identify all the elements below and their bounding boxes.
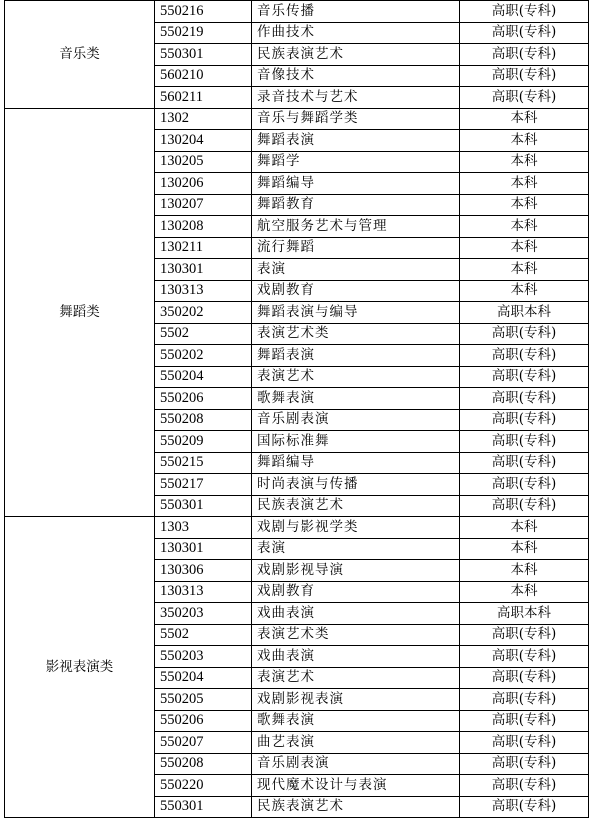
name-cell: 录音技术与艺术: [252, 87, 460, 109]
level-cell: 高职(专科): [460, 323, 589, 345]
code-cell: 130301: [155, 259, 252, 281]
code-cell: 550205: [155, 689, 252, 711]
name-cell: 表演艺术: [252, 366, 460, 388]
code-cell: 550202: [155, 345, 252, 367]
level-cell: 高职(专科): [460, 87, 589, 109]
code-cell: 130205: [155, 151, 252, 173]
level-cell: 本科: [460, 538, 589, 560]
name-cell: 戏曲表演: [252, 646, 460, 668]
level-cell: 高职(专科): [460, 388, 589, 410]
level-cell: 高职(专科): [460, 366, 589, 388]
table-row: [5, 108, 589, 130]
level-cell: 高职(专科): [460, 495, 589, 517]
level-cell: 高职(专科): [460, 732, 589, 754]
name-cell: 曲艺表演: [252, 732, 460, 754]
code-cell: 550219: [155, 22, 252, 44]
level-cell: 高职(专科): [460, 44, 589, 66]
major-table-container: [4, 0, 589, 818]
code-cell: 560210: [155, 65, 252, 87]
level-cell: 本科: [460, 130, 589, 152]
code-cell: 130204: [155, 130, 252, 152]
code-cell: 550208: [155, 753, 252, 775]
name-cell: 舞蹈教育: [252, 194, 460, 216]
name-cell: 舞蹈表演: [252, 345, 460, 367]
code-cell: 550215: [155, 452, 252, 474]
level-cell: 高职(专科): [460, 689, 589, 711]
code-cell: 130211: [155, 237, 252, 259]
code-cell: 550301: [155, 44, 252, 66]
code-cell: 550206: [155, 710, 252, 732]
name-cell: 音乐剧表演: [252, 753, 460, 775]
code-cell: 130301: [155, 538, 252, 560]
name-cell: 现代魔术设计与表演: [252, 775, 460, 797]
name-cell: 民族表演艺术: [252, 44, 460, 66]
level-cell: 本科: [460, 517, 589, 539]
level-cell: 本科: [460, 108, 589, 130]
table-row: [5, 517, 589, 539]
code-cell: 130206: [155, 173, 252, 195]
code-cell: 550208: [155, 409, 252, 431]
name-cell: 民族表演艺术: [252, 495, 460, 517]
name-cell: 音乐与舞蹈学类: [252, 108, 460, 130]
name-cell: 歌舞表演: [252, 710, 460, 732]
name-cell: 舞蹈学: [252, 151, 460, 173]
name-cell: 戏曲表演: [252, 603, 460, 625]
name-cell: 舞蹈编导: [252, 173, 460, 195]
level-cell: 高职本科: [460, 302, 589, 324]
code-cell: 130207: [155, 194, 252, 216]
level-cell: 高职(专科): [460, 1, 589, 23]
major-table-body: [5, 1, 589, 818]
level-cell: 高职(专科): [460, 796, 589, 818]
level-cell: 高职(专科): [460, 646, 589, 668]
name-cell: 音乐剧表演: [252, 409, 460, 431]
table-row: [5, 1, 589, 23]
code-cell: 350202: [155, 302, 252, 324]
level-cell: 高职(专科): [460, 753, 589, 775]
code-cell: 130313: [155, 581, 252, 603]
code-cell: 130208: [155, 216, 252, 238]
code-cell: 130306: [155, 560, 252, 582]
level-cell: 高职本科: [460, 603, 589, 625]
level-cell: 本科: [460, 194, 589, 216]
name-cell: 舞蹈表演: [252, 130, 460, 152]
level-cell: 本科: [460, 560, 589, 582]
level-cell: 本科: [460, 237, 589, 259]
level-cell: 高职(专科): [460, 474, 589, 496]
level-cell: 高职(专科): [460, 22, 589, 44]
name-cell: 歌舞表演: [252, 388, 460, 410]
name-cell: 作曲技术: [252, 22, 460, 44]
name-cell: 民族表演艺术: [252, 796, 460, 818]
name-cell: 戏剧影视表演: [252, 689, 460, 711]
level-cell: 高职(专科): [460, 624, 589, 646]
name-cell: 表演艺术类: [252, 624, 460, 646]
name-cell: 戏剧教育: [252, 581, 460, 603]
major-table: [4, 0, 589, 818]
name-cell: 舞蹈编导: [252, 452, 460, 474]
code-cell: 550207: [155, 732, 252, 754]
code-cell: 550220: [155, 775, 252, 797]
level-cell: 本科: [460, 581, 589, 603]
level-cell: 本科: [460, 259, 589, 281]
code-cell: 550204: [155, 667, 252, 689]
name-cell: 音乐传播: [252, 1, 460, 23]
name-cell: 表演: [252, 259, 460, 281]
category-cell: 舞蹈类: [5, 108, 155, 517]
code-cell: 1302: [155, 108, 252, 130]
code-cell: 550206: [155, 388, 252, 410]
name-cell: 戏剧与影视学类: [252, 517, 460, 539]
category-cell: 影视表演类: [5, 517, 155, 818]
name-cell: 戏剧教育: [252, 280, 460, 302]
code-cell: 550217: [155, 474, 252, 496]
level-cell: 本科: [460, 173, 589, 195]
name-cell: 戏剧影视导演: [252, 560, 460, 582]
name-cell: 表演艺术: [252, 667, 460, 689]
name-cell: 航空服务艺术与管理: [252, 216, 460, 238]
level-cell: 高职(专科): [460, 65, 589, 87]
code-cell: 550301: [155, 495, 252, 517]
level-cell: 本科: [460, 280, 589, 302]
level-cell: 高职(专科): [460, 452, 589, 474]
name-cell: 流行舞蹈: [252, 237, 460, 259]
name-cell: 时尚表演与传播: [252, 474, 460, 496]
code-cell: 550204: [155, 366, 252, 388]
code-cell: 550209: [155, 431, 252, 453]
code-cell: 130313: [155, 280, 252, 302]
code-cell: 550301: [155, 796, 252, 818]
level-cell: 高职(专科): [460, 431, 589, 453]
name-cell: 表演: [252, 538, 460, 560]
code-cell: 5502: [155, 323, 252, 345]
name-cell: 舞蹈表演与编导: [252, 302, 460, 324]
category-cell: 音乐类: [5, 1, 155, 109]
level-cell: 高职(专科): [460, 710, 589, 732]
code-cell: 560211: [155, 87, 252, 109]
code-cell: 350203: [155, 603, 252, 625]
name-cell: 表演艺术类: [252, 323, 460, 345]
level-cell: 高职(专科): [460, 667, 589, 689]
code-cell: 550216: [155, 1, 252, 23]
level-cell: 本科: [460, 216, 589, 238]
code-cell: 1303: [155, 517, 252, 539]
level-cell: 高职(专科): [460, 409, 589, 431]
level-cell: 高职(专科): [460, 775, 589, 797]
code-cell: 550203: [155, 646, 252, 668]
level-cell: 高职(专科): [460, 345, 589, 367]
name-cell: 音像技术: [252, 65, 460, 87]
code-cell: 5502: [155, 624, 252, 646]
level-cell: 本科: [460, 151, 589, 173]
name-cell: 国际标准舞: [252, 431, 460, 453]
